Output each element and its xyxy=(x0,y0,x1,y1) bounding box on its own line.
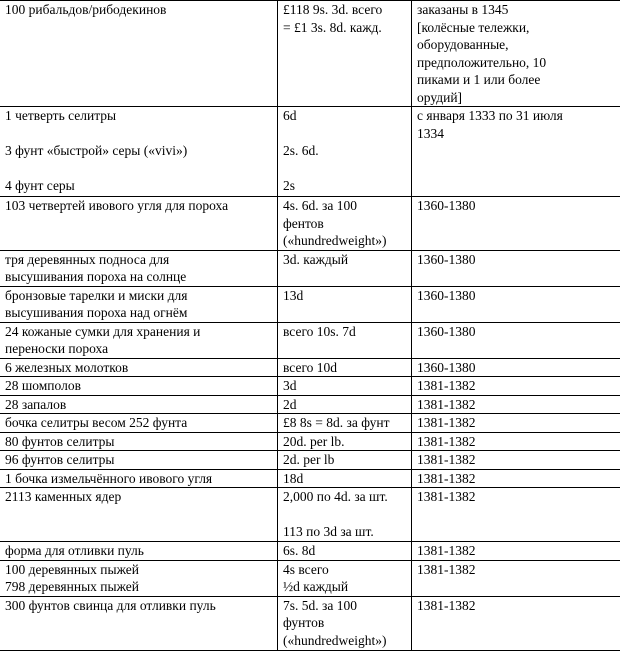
table-cell-price xyxy=(278,377,412,396)
cell-text-line: 1360-1380 xyxy=(417,323,617,341)
cell-text-line: 3d. каждый xyxy=(283,251,407,269)
cell-text-line: фентов xyxy=(283,215,407,233)
cell-text-line: высушивания пороха над огнём xyxy=(5,304,273,322)
table-cell-date xyxy=(412,107,620,197)
table-cell-item xyxy=(0,377,278,396)
cell-text-line: 1 четверть селитры xyxy=(5,107,273,125)
line-gap xyxy=(283,125,407,143)
table-cell-date xyxy=(412,358,620,377)
table-cell-price xyxy=(278,197,412,251)
table-row xyxy=(0,542,620,561)
table-cell-item xyxy=(0,395,278,414)
cell-text-line: 3 фунт «быстрой» серы («vivi») xyxy=(5,142,273,160)
cell-text-line: 3d xyxy=(283,377,407,395)
table-cell-price xyxy=(278,1,412,107)
table-cell-date xyxy=(412,488,620,542)
table-row xyxy=(0,197,620,251)
cell-text-line: орудий] xyxy=(417,89,617,107)
table-cell-price xyxy=(278,488,412,542)
table-cell-date xyxy=(412,469,620,488)
cell-text-line: 1360-1380 xyxy=(417,359,617,377)
cell-text-line: 1381-1382 xyxy=(417,451,617,469)
table-row xyxy=(0,432,620,451)
table-cell-item xyxy=(0,488,278,542)
cell-text-line: форма для отливки пуль xyxy=(5,542,273,560)
table-cell-price xyxy=(278,469,412,488)
table-row xyxy=(0,451,620,470)
table-cell-price xyxy=(278,414,412,433)
table-row xyxy=(0,1,620,107)
table-cell-item xyxy=(0,414,278,433)
table-cell-item xyxy=(0,432,278,451)
line-gap xyxy=(5,160,273,178)
cell-text-line: £118 9s. 3d. всего xyxy=(283,1,407,19)
table-row xyxy=(0,322,620,358)
table-row xyxy=(0,414,620,433)
table-cell-date xyxy=(412,542,620,561)
cell-text-line: («hundredweight») xyxy=(283,632,407,650)
cell-text-line: с января 1333 по 31 июля xyxy=(417,107,617,125)
cell-text-line: 1381-1382 xyxy=(417,396,617,414)
table-cell-date xyxy=(412,250,620,286)
table-cell-date xyxy=(412,560,620,596)
table-row xyxy=(0,377,620,396)
cell-text-line: 96 фунтов селитры xyxy=(5,451,273,469)
table-cell-date xyxy=(412,286,620,322)
cell-text-line: всего 10s. 7d xyxy=(283,323,407,341)
cell-text-line: переноски пороха xyxy=(5,340,273,358)
cell-text-line: всего 10d xyxy=(283,359,407,377)
table-cell-price xyxy=(278,250,412,286)
table-cell-item xyxy=(0,358,278,377)
table-cell-price xyxy=(278,322,412,358)
cell-text-line: 24 кожаные сумки для хранения и xyxy=(5,323,273,341)
cell-text-line: [колёсные тележки, xyxy=(417,19,617,37)
cell-text-line: бочка селитры весом 252 фунта xyxy=(5,414,273,432)
cell-text-line: 1360-1380 xyxy=(417,251,617,269)
table-cell-price xyxy=(278,542,412,561)
table-cell-item xyxy=(0,286,278,322)
table-row xyxy=(0,107,620,197)
table-cell-item xyxy=(0,322,278,358)
cell-text-line: 2113 каменных ядер xyxy=(5,488,273,506)
cell-text-line: 6s. 8d xyxy=(283,542,407,560)
table-cell-price xyxy=(278,107,412,197)
cell-text-line: ½d каждый xyxy=(283,578,407,596)
table-cell-date xyxy=(412,197,620,251)
table-cell-item xyxy=(0,250,278,286)
table-row xyxy=(0,488,620,542)
cell-text-line: 13d xyxy=(283,287,407,305)
cell-text-line: предположительно, 10 xyxy=(417,54,617,72)
table-cell-date xyxy=(412,1,620,107)
cell-text-line: фунтов xyxy=(283,614,407,632)
cell-text-line: 1381-1382 xyxy=(417,377,617,395)
table-cell-item xyxy=(0,542,278,561)
cell-text-line: («hundredweight») xyxy=(283,232,407,250)
cell-text-line: заказаны в 1345 xyxy=(417,1,617,19)
table-row xyxy=(0,395,620,414)
line-gap xyxy=(5,125,273,143)
cell-text-line: тря деревянных подноса для xyxy=(5,251,273,269)
cell-text-line: 20d. per lb. xyxy=(283,433,407,451)
line-gap xyxy=(283,160,407,178)
cell-text-line: 1381-1382 xyxy=(417,414,617,432)
table-cell-price xyxy=(278,358,412,377)
table-cell-date xyxy=(412,395,620,414)
table-cell-price xyxy=(278,596,412,650)
cell-text-line: 28 запалов xyxy=(5,396,273,414)
cell-text-line: 2d xyxy=(283,396,407,414)
cell-text-line: 2s. 6d. xyxy=(283,142,407,160)
cell-text-line: 28 шомполов xyxy=(5,377,273,395)
cell-text-line: 4s всего xyxy=(283,561,407,579)
table-row xyxy=(0,560,620,596)
cell-text-line: 1381-1382 xyxy=(417,433,617,451)
table-row xyxy=(0,469,620,488)
table-body xyxy=(0,1,620,651)
cell-text-line: 1381-1382 xyxy=(417,488,617,506)
cell-text-line: бронзовые тарелки и миски для xyxy=(5,287,273,305)
table-row xyxy=(0,596,620,650)
table-cell-date xyxy=(412,322,620,358)
table-row xyxy=(0,358,620,377)
cell-text-line: 1334 xyxy=(417,125,617,143)
table-cell-date xyxy=(412,432,620,451)
cell-text-line: 2s xyxy=(283,177,407,195)
cell-text-line: 300 фунтов свинца для отливки пуль xyxy=(5,597,273,615)
cell-text-line: 1381-1382 xyxy=(417,561,617,579)
cell-text-line: пиками и 1 или более xyxy=(417,71,617,89)
cell-text-line: 1360-1380 xyxy=(417,197,617,215)
table-cell-item xyxy=(0,560,278,596)
table-cell-item xyxy=(0,1,278,107)
cell-text-line: 80 фунтов селитры xyxy=(5,433,273,451)
cell-text-line: 798 деревянных пыжей xyxy=(5,578,273,596)
cell-text-line: = £1 3s. 8d. кажд. xyxy=(283,19,407,37)
table-cell-price xyxy=(278,395,412,414)
table-cell-item xyxy=(0,107,278,197)
cell-text-line: 1381-1382 xyxy=(417,597,617,615)
cell-text-line: 100 рибальдов/рибодекинов xyxy=(5,1,273,19)
table-cell-item xyxy=(0,451,278,470)
cell-text-line: 4s. 6d. за 100 xyxy=(283,197,407,215)
table-cell-price xyxy=(278,560,412,596)
table-cell-price xyxy=(278,432,412,451)
cell-text-line: высушивания пороха на солнце xyxy=(5,268,273,286)
table-cell-item xyxy=(0,469,278,488)
cell-text-line: 113 по 3d за шт. xyxy=(283,523,407,541)
cell-text-line: 1360-1380 xyxy=(417,287,617,305)
cell-text-line: 1 бочка измельчённого ивового угля xyxy=(5,470,273,488)
cell-text-line: 100 деревянных пыжей xyxy=(5,561,273,579)
table-cell-date xyxy=(412,414,620,433)
cell-text-line: 2,000 по 4d. за шт. xyxy=(283,488,407,506)
table-cell-date xyxy=(412,451,620,470)
cell-text-line: 103 четвертей ивового угля для пороха xyxy=(5,197,273,215)
table-row xyxy=(0,286,620,322)
cell-text-line: 6d xyxy=(283,107,407,125)
cell-text-line: 1381-1382 xyxy=(417,542,617,560)
table-cell-item xyxy=(0,596,278,650)
cell-text-line: £8 8s = 8d. за фунт xyxy=(283,414,407,432)
table-cell-date xyxy=(412,377,620,396)
cell-text-line: 4 фунт серы xyxy=(5,177,273,195)
cell-text-line: 2d. per lb xyxy=(283,451,407,469)
table-row xyxy=(0,250,620,286)
cell-text-line: 1381-1382 xyxy=(417,470,617,488)
cell-text-line: 18d xyxy=(283,470,407,488)
cell-text-line: 6 железных молотков xyxy=(5,359,273,377)
cell-text-line: оборудованные, xyxy=(417,36,617,54)
cell-text-line: 7s. 5d. за 100 xyxy=(283,597,407,615)
table-cell-date xyxy=(412,596,620,650)
table-cell-price xyxy=(278,286,412,322)
table-cell-price xyxy=(278,451,412,470)
line-gap xyxy=(283,506,407,524)
table-cell-item xyxy=(0,197,278,251)
